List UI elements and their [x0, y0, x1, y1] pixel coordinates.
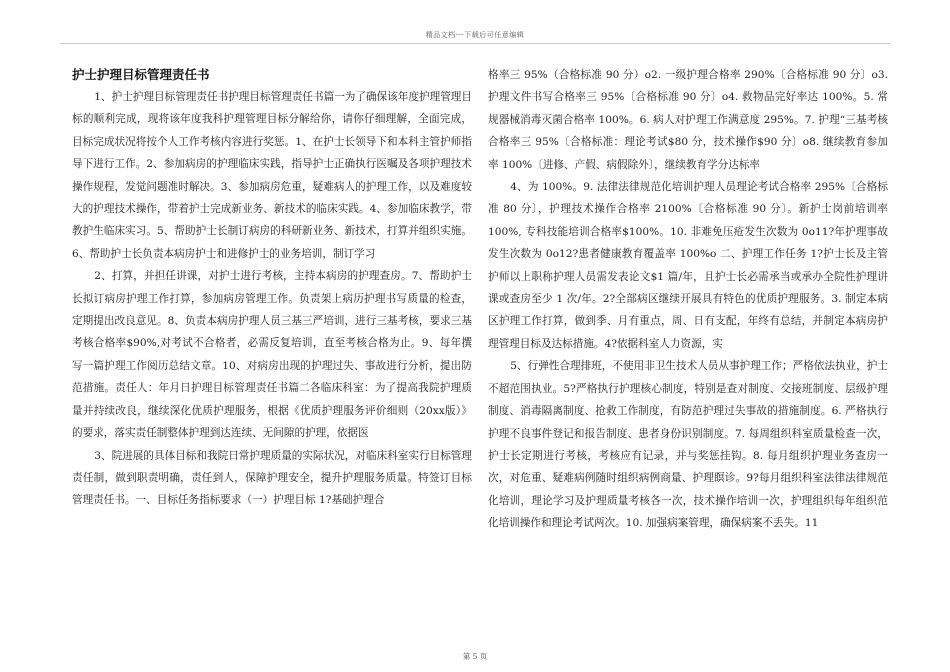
right-column — [488, 64, 888, 535]
left-column — [72, 64, 472, 512]
paragraph: 4、为 100%。9. 法律法律规范化培训护理人员理论考试合格率 295%〔合格标准 80 分〕，护理技术操作合格率 2100%〔合格标准 90 分〕。新护士岗前培训率 100%, 专科技能培训合格率$100%。10. 非难免压疮发生次数为 0o11?年护理事故发生次数为 0o12?患者健康教育覆盖率 100%o 二、护理工作任务 1?护士长及主管护师以上职称护理人员需发表论文$1 篇/年，且护士长必需承当或承办全院性护理讲课或查房至少 1 次/年。2?全部病区继续开展具有特色的优质护理服务。3. 制定本病区护理工作打算，做到季、月有重点，周、日有支配，年终有总结，并制定本病房护理管理目标及达标措施。4?依据科室人力资源，实 — [488, 181, 888, 350]
paragraph: 5、行弹性合理排班，不使用非卫生技术人员从事护理工作；严格依法执业，护士不超范围执业。5?严格执行护理核心制度，特别是查对制度、交接班制度、层级护理制度、消毒隔离制度、抢救工作制度，有防范护理过失事故的措施制度。6. 严格执行护理不良事件登记和报告制度、患者身份识别制度。7. 每周组织科室质量检查一次，护士长定期进行考核，考核应有记录，并与奖惩挂钩。8. 每月组织护理业务查房一次，对危重、疑难病例随时组织病例商量、护理瞑诊。9?每月组织科室法律法律规范化培训，理论学习及护理质量考核各一次，技术操作培训一次，护理组织每年组织范化培训操作和理论考试两次。10. 加强病案管理，确保病案不丢失。11 — [488, 360, 888, 530]
header-note: 精品文档---下载后可任意编辑 — [425, 31, 525, 39]
paragraph: 2、打算，并担任讲课，对护士进行考核，主持本病房的护理查房。7、帮助护士长拟订病房护理工作打算，参加病房管理工作。负责架上病历护理书写质量的检查，定期提出改良意见。8、负责本病房护理人员三基三严培训，进行三基考核，要求三基考核合格率$90%,对考试不合格者，必需反复培训，直至考核合格为止。9、每年撰写一篇护理工作阅历总结文章。10、对病房出现的护理过失、事故进行分析，提出防范措施。责任人：年月日护理目标管理责任书篇二各临床科室：为了提高我院护理质量并持续改良，继续深化优质护理服务，根据《优质护理服务评价细则（20xx版）》的要求，落实责任制整体护理到达连续、无间隙的护理，依据医 — [72, 270, 472, 440]
page-number: 第 5 页 — [462, 652, 488, 661]
header-divider — [60, 43, 890, 44]
paragraph: 格率三 95%（合格标准 90 分）o2. 一级护理合格率 290%〔合格标准 90 分〕o3. 护理文件书写合格率三 95%〔合格标准 90 分〕o4. 救物品完好率达 100%。5. 常规器械消毒灭菌合格率 100%。6. 病人对护理工作满意度 295%。7. 护理“三基考核合格率三 95%〔合格标准：理论考试$80 分，技术操作$90 分〕o8. 继续教育参加率 100%〔进修、产假、病假除外〕，继续教育学分达标率 — [488, 69, 888, 171]
document-title: 护士护理目标管理责任书 — [72, 67, 210, 82]
paragraph: 3、院进展的具体目标和我院日常护理质量的实际状况，对临床科室实行目标管理责任制，做到职责明确，责任到人，保障护理安全，提升护理服务质量。特签订目标管理责任书。一、目标任务指标要求（一）护理目标 1?基础护理合 — [72, 449, 472, 507]
paragraph: 1、护士护理目标管理责任书护理目标管理责任书篇一为了确保该年度护理管理目标的顺利完成，现将该年度我科护理管理目标分解给你，请你仔细理解，全面完成，目标完成状况将按个人工作考核内容进行奖惩。1、在护士长领导下和本科主管护师指导下进行工作。2、参加病房的护理临床实践，指导护士正确执行医嘱及各项护理技术操作规程，发觉问题准时解决。3、参加病房危重，疑难病人的护理工作，以及难度较大的护理技术操作，带着护士完成新业务、新技术的临床实践。4、参加临床教学，带教护生临床实习。5、帮助护士长制订病房的科研新业务、新技术，打算并组织实施。6、帮助护士长负责本病房护士和进修护士的业务培训，制订学习 — [72, 91, 472, 260]
